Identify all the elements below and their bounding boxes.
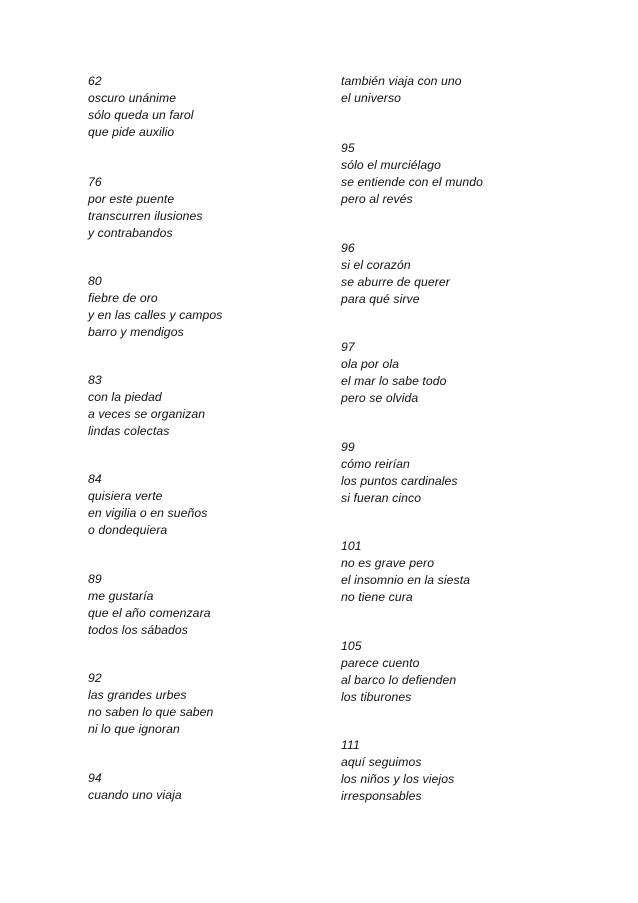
poem-99 xyxy=(341,439,581,507)
poem-97 xyxy=(341,339,581,407)
poem-number: 97 xyxy=(341,340,355,354)
poem-line: transcurren ilusiones xyxy=(88,209,203,223)
poem-line: y contrabandos xyxy=(88,226,173,240)
poem-84 xyxy=(88,471,328,539)
poem-number: 111 xyxy=(341,738,360,752)
poem-94-continued xyxy=(341,73,581,107)
poem-line: pero se olvida xyxy=(341,391,419,405)
poem-line: el universo xyxy=(341,91,402,105)
poem-line: a veces se organizan xyxy=(88,407,206,421)
poem-number: 96 xyxy=(341,241,355,255)
poem-number: 62 xyxy=(88,74,102,88)
poem-line: quisiera verte xyxy=(88,489,163,503)
poem-line: y en las calles y campos xyxy=(88,308,223,322)
poem-line: ni lo que ignoran xyxy=(88,722,180,736)
poem-80 xyxy=(88,273,328,341)
poem-line: barro y mendigos xyxy=(88,325,184,339)
poem-line: se entiende con el mundo xyxy=(341,175,483,189)
poem-number: 76 xyxy=(88,175,102,189)
poem-83 xyxy=(88,372,328,440)
poem-line: en vigilia o en sueños xyxy=(88,506,208,520)
poem-line: ola por ola xyxy=(341,357,400,371)
poem-111 xyxy=(341,737,581,805)
poem-92 xyxy=(88,670,328,738)
poem-line: si fueran cinco xyxy=(341,491,422,505)
poem-number: 84 xyxy=(88,472,102,486)
poem-line: para qué sirve xyxy=(341,292,420,306)
poem-line: el insomnio en la siesta xyxy=(341,573,471,587)
poem-line: las grandes urbes xyxy=(88,688,187,702)
poem-line: los puntos cardinales xyxy=(341,474,458,488)
poem-line: no tiene cura xyxy=(341,590,413,604)
poem-line: por este puente xyxy=(88,192,175,206)
poem-line: sólo queda un farol xyxy=(88,108,194,122)
poem-line: cómo reirían xyxy=(341,457,410,471)
poem-line: si el corazón xyxy=(341,258,411,272)
poem-number: 83 xyxy=(88,373,102,387)
poem-76 xyxy=(88,174,328,242)
poem-number: 95 xyxy=(341,141,355,155)
poem-line: los niños y los viejos xyxy=(341,772,455,786)
poem-line: con la piedad xyxy=(88,390,162,404)
poem-line: que el año comenzara xyxy=(88,606,211,620)
poem-line: todos los sábados xyxy=(88,623,188,637)
poem-number: 99 xyxy=(341,440,355,454)
poem-line: me gustaría xyxy=(88,589,154,603)
poem-89 xyxy=(88,571,328,639)
poem-line: los tiburones xyxy=(341,690,412,704)
poem-line: oscuro unánime xyxy=(88,91,177,105)
poem-95 xyxy=(341,140,581,208)
poem-line: fiebre de oro xyxy=(88,291,158,305)
poem-105 xyxy=(341,638,581,706)
poem-101 xyxy=(341,538,581,606)
poem-62 xyxy=(88,73,328,141)
poem-line: pero al revés xyxy=(341,192,413,206)
poem-line: el mar lo sabe todo xyxy=(341,374,447,388)
poem-line: se aburre de querer xyxy=(341,275,450,289)
poem-line: o dondequiera xyxy=(88,523,168,537)
poem-line: sólo el murciélago xyxy=(341,158,442,172)
poem-line: cuando uno viaja xyxy=(88,788,182,802)
poem-line: parece cuento xyxy=(341,656,420,670)
poem-line: no es grave pero xyxy=(341,556,435,570)
poem-line: aquí seguimos xyxy=(341,755,422,769)
poem-number: 92 xyxy=(88,671,102,685)
poem-96 xyxy=(341,240,581,308)
poem-line: también viaja con uno xyxy=(341,74,462,88)
poem-number: 101 xyxy=(341,539,362,553)
poem-line: no saben lo que saben xyxy=(88,705,214,719)
poem-line: al barco lo defienden xyxy=(341,673,457,687)
poem-line: lindas colectas xyxy=(88,424,170,438)
poem-94 xyxy=(88,770,328,804)
poem-number: 89 xyxy=(88,572,102,586)
poem-number: 105 xyxy=(341,639,362,653)
poem-line: irresponsables xyxy=(341,789,422,803)
poem-line: que pide auxilio xyxy=(88,125,175,139)
poem-number: 94 xyxy=(88,771,102,785)
poem-number: 80 xyxy=(88,274,102,288)
